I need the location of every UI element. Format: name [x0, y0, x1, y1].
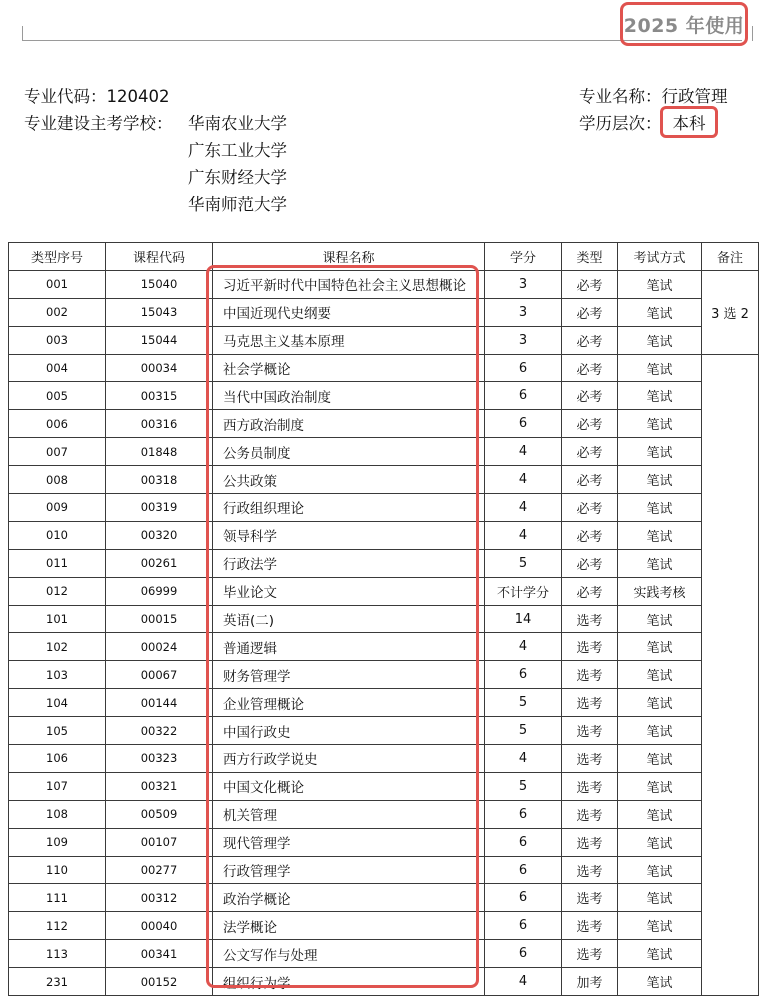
cell-code: 00321: [106, 772, 213, 800]
major-code: 专业代码：120402: [24, 87, 170, 106]
cell-code: 01848: [106, 438, 213, 466]
cell-type: 选考: [562, 940, 618, 968]
cell-exam: 笔试: [618, 633, 702, 661]
cell-credit: 6: [485, 661, 562, 689]
cell-credit: 4: [485, 521, 562, 549]
cell-course-name: 习近平新时代中国特色社会主义思想概论: [213, 270, 485, 298]
cell-credit: 14: [485, 605, 562, 633]
cell-course-name: 马克思主义基本原理: [213, 326, 485, 354]
cell-exam: 笔试: [618, 466, 702, 494]
cell-seq: 105: [9, 717, 106, 745]
cell-course-name: 企业管理概论: [213, 689, 485, 717]
cell-seq: 110: [9, 856, 106, 884]
cell-credit: 6: [485, 382, 562, 410]
cell-exam: 笔试: [618, 605, 702, 633]
cell-seq: 111: [9, 884, 106, 912]
cell-type: 选考: [562, 605, 618, 633]
table-row: [9, 298, 759, 326]
cell-code: 00152: [106, 968, 213, 996]
table-row: [9, 410, 759, 438]
cell-exam: 笔试: [618, 828, 702, 856]
level-value: 本科: [660, 106, 718, 138]
cell-code: 00316: [106, 410, 213, 438]
cell-type: 选考: [562, 912, 618, 940]
cell-credit: 3: [485, 326, 562, 354]
cell-code: 00312: [106, 884, 213, 912]
cell-course-name: 公务员制度: [213, 438, 485, 466]
cell-course-name: 法学概论: [213, 912, 485, 940]
table-row: [9, 382, 759, 410]
cell-seq: 006: [9, 410, 106, 438]
header-credit: 学分: [485, 243, 562, 271]
table-row: [9, 633, 759, 661]
cell-exam: 笔试: [618, 326, 702, 354]
cell-credit: 不计学分: [485, 577, 562, 605]
cell-exam: 笔试: [618, 717, 702, 745]
header-note: 备注: [702, 243, 759, 271]
cell-course-name: 当代中国政治制度: [213, 382, 485, 410]
course-table: [8, 242, 759, 996]
school-3: 广东财经大学: [188, 168, 287, 187]
cell-code: 00322: [106, 717, 213, 745]
cell-credit: 4: [485, 438, 562, 466]
table-row: [9, 717, 759, 745]
table-row: [9, 884, 759, 912]
header-exam: 考试方式: [618, 243, 702, 271]
cell-type: 加考: [562, 968, 618, 996]
cell-type: 选考: [562, 633, 618, 661]
cell-code: 00341: [106, 940, 213, 968]
major-name: 专业名称：行政管理: [579, 87, 728, 106]
cell-type: 选考: [562, 689, 618, 717]
cell-code: 00319: [106, 494, 213, 522]
table-header-row: [9, 243, 759, 271]
table-row: [9, 828, 759, 856]
cell-type: 必考: [562, 549, 618, 577]
cell-seq: 102: [9, 633, 106, 661]
cell-credit: 6: [485, 856, 562, 884]
table-row: [9, 912, 759, 940]
cell-seq: 005: [9, 382, 106, 410]
cell-code: 00318: [106, 466, 213, 494]
cell-course-name: 财务管理学: [213, 661, 485, 689]
cell-credit: 4: [485, 494, 562, 522]
cell-code: 15040: [106, 270, 213, 298]
cell-code: 00323: [106, 745, 213, 773]
cell-code: 15044: [106, 326, 213, 354]
cell-code: 00144: [106, 689, 213, 717]
cell-code: 00034: [106, 354, 213, 382]
cell-type: 必考: [562, 521, 618, 549]
cell-course-name: 中国近现代史纲要: [213, 298, 485, 326]
cell-exam: 笔试: [618, 968, 702, 996]
cell-course-name: 行政组织理论: [213, 494, 485, 522]
cell-course-name: 社会学概论: [213, 354, 485, 382]
cell-code: 00315: [106, 382, 213, 410]
cell-code: 00015: [106, 605, 213, 633]
school-4: 华南师范大学: [188, 195, 287, 214]
header-corner-left: [22, 26, 23, 41]
header-name: 课程名称: [213, 243, 485, 271]
table-row: [9, 326, 759, 354]
cell-seq: 112: [9, 912, 106, 940]
table-row: [9, 270, 759, 298]
cell-course-name: 普通逻辑: [213, 633, 485, 661]
cell-course-name: 西方行政学说史: [213, 745, 485, 773]
cell-seq: 003: [9, 326, 106, 354]
cell-credit: 3: [485, 298, 562, 326]
cell-credit: 5: [485, 689, 562, 717]
cell-exam: 笔试: [618, 912, 702, 940]
cell-credit: 5: [485, 549, 562, 577]
cell-type: 选考: [562, 828, 618, 856]
header-corner-right: [752, 26, 753, 41]
cell-exam: 笔试: [618, 772, 702, 800]
cell-credit: 4: [485, 633, 562, 661]
cell-credit: 6: [485, 354, 562, 382]
cell-seq: 106: [9, 745, 106, 773]
cell-type: 必考: [562, 466, 618, 494]
cell-exam: 笔试: [618, 521, 702, 549]
cell-exam: 笔试: [618, 354, 702, 382]
cell-exam: 笔试: [618, 800, 702, 828]
cell-exam: 笔试: [618, 494, 702, 522]
cell-course-name: 现代管理学: [213, 828, 485, 856]
cell-exam: 笔试: [618, 856, 702, 884]
cell-credit: 5: [485, 717, 562, 745]
cell-seq: 009: [9, 494, 106, 522]
cell-code: 00320: [106, 521, 213, 549]
cell-credit: 6: [485, 912, 562, 940]
cell-code: 00107: [106, 828, 213, 856]
cell-course-name: 政治学概论: [213, 884, 485, 912]
cell-seq: 010: [9, 521, 106, 549]
cell-type: 必考: [562, 410, 618, 438]
cell-code: 00040: [106, 912, 213, 940]
cell-seq: 231: [9, 968, 106, 996]
cell-type: 必考: [562, 382, 618, 410]
cell-exam: 笔试: [618, 438, 702, 466]
table-row: [9, 689, 759, 717]
school-1: 华南农业大学: [188, 114, 287, 133]
cell-course-name: 组织行为学: [213, 968, 485, 996]
cell-seq: 001: [9, 270, 106, 298]
cell-type: 选考: [562, 884, 618, 912]
cell-credit: 6: [485, 940, 562, 968]
cell-code: 00261: [106, 549, 213, 577]
cell-code: 00067: [106, 661, 213, 689]
cell-note-empty: [702, 354, 759, 995]
cell-code: 00277: [106, 856, 213, 884]
header-type: 类型: [562, 243, 618, 271]
cell-course-name: 英语(二): [213, 605, 485, 633]
cell-seq: 011: [9, 549, 106, 577]
cell-type: 必考: [562, 270, 618, 298]
cell-type: 选考: [562, 800, 618, 828]
cell-credit: 5: [485, 772, 562, 800]
cell-type: 必考: [562, 326, 618, 354]
cell-type: 必考: [562, 494, 618, 522]
table-row: [9, 745, 759, 773]
cell-seq: 109: [9, 828, 106, 856]
table-row: [9, 549, 759, 577]
table-row: [9, 354, 759, 382]
cell-credit: 6: [485, 828, 562, 856]
cell-type: 选考: [562, 772, 618, 800]
cell-exam: 笔试: [618, 410, 702, 438]
cell-type: 选考: [562, 856, 618, 884]
cell-exam: 笔试: [618, 884, 702, 912]
year-badge: 2025 年使用: [620, 2, 748, 46]
cell-seq: 008: [9, 466, 106, 494]
cell-exam: 笔试: [618, 270, 702, 298]
cell-credit: 4: [485, 466, 562, 494]
cell-credit: 3: [485, 270, 562, 298]
cell-course-name: 公文写作与处理: [213, 940, 485, 968]
cell-exam: 笔试: [618, 549, 702, 577]
table-row: [9, 968, 759, 996]
cell-code: 15043: [106, 298, 213, 326]
cell-seq: 107: [9, 772, 106, 800]
cell-course-name: 中国文化概论: [213, 772, 485, 800]
table-row: [9, 856, 759, 884]
cell-type: 必考: [562, 298, 618, 326]
cell-credit: 4: [485, 968, 562, 996]
table-row: [9, 940, 759, 968]
table-row: [9, 494, 759, 522]
cell-course-name: 中国行政史: [213, 717, 485, 745]
cell-course-name: 领导科学: [213, 521, 485, 549]
cell-seq: 104: [9, 689, 106, 717]
table-row: [9, 772, 759, 800]
cell-credit: 6: [485, 884, 562, 912]
cell-code: 06999: [106, 577, 213, 605]
cell-exam: 笔试: [618, 745, 702, 773]
table-row: [9, 521, 759, 549]
table-row: [9, 661, 759, 689]
table-row: [9, 466, 759, 494]
header-seq: 类型序号: [9, 243, 106, 271]
cell-course-name: 行政管理学: [213, 856, 485, 884]
cell-seq: 004: [9, 354, 106, 382]
cell-type: 选考: [562, 661, 618, 689]
level-label: 学历层次：: [579, 114, 662, 133]
cell-course-name: 公共政策: [213, 466, 485, 494]
cell-exam: 笔试: [618, 940, 702, 968]
cell-code: 00509: [106, 800, 213, 828]
cell-credit: 4: [485, 745, 562, 773]
cell-credit: 6: [485, 800, 562, 828]
cell-exam: 笔试: [618, 661, 702, 689]
table-row: [9, 438, 759, 466]
cell-seq: 012: [9, 577, 106, 605]
cell-course-name: 西方政治制度: [213, 410, 485, 438]
cell-code: 00024: [106, 633, 213, 661]
cell-type: 选考: [562, 717, 618, 745]
cell-type: 必考: [562, 577, 618, 605]
cell-seq: 108: [9, 800, 106, 828]
table-row: [9, 605, 759, 633]
header-code: 课程代码: [106, 243, 213, 271]
cell-seq: 101: [9, 605, 106, 633]
cell-seq: 103: [9, 661, 106, 689]
cell-exam: 实践考核: [618, 577, 702, 605]
cell-note-merged: 3 选 2: [702, 270, 759, 354]
cell-seq: 002: [9, 298, 106, 326]
cell-exam: 笔试: [618, 298, 702, 326]
cell-course-name: 行政法学: [213, 549, 485, 577]
cell-exam: 笔试: [618, 382, 702, 410]
cell-seq: 113: [9, 940, 106, 968]
schools-label: 专业建设主考学校：: [24, 114, 173, 133]
cell-seq: 007: [9, 438, 106, 466]
cell-exam: 笔试: [618, 689, 702, 717]
cell-credit: 6: [485, 410, 562, 438]
school-2: 广东工业大学: [188, 141, 287, 160]
table-row: [9, 800, 759, 828]
cell-type: 必考: [562, 354, 618, 382]
cell-type: 必考: [562, 438, 618, 466]
cell-course-name: 机关管理: [213, 800, 485, 828]
table-row: [9, 577, 759, 605]
cell-course-name: 毕业论文: [213, 577, 485, 605]
cell-type: 选考: [562, 745, 618, 773]
